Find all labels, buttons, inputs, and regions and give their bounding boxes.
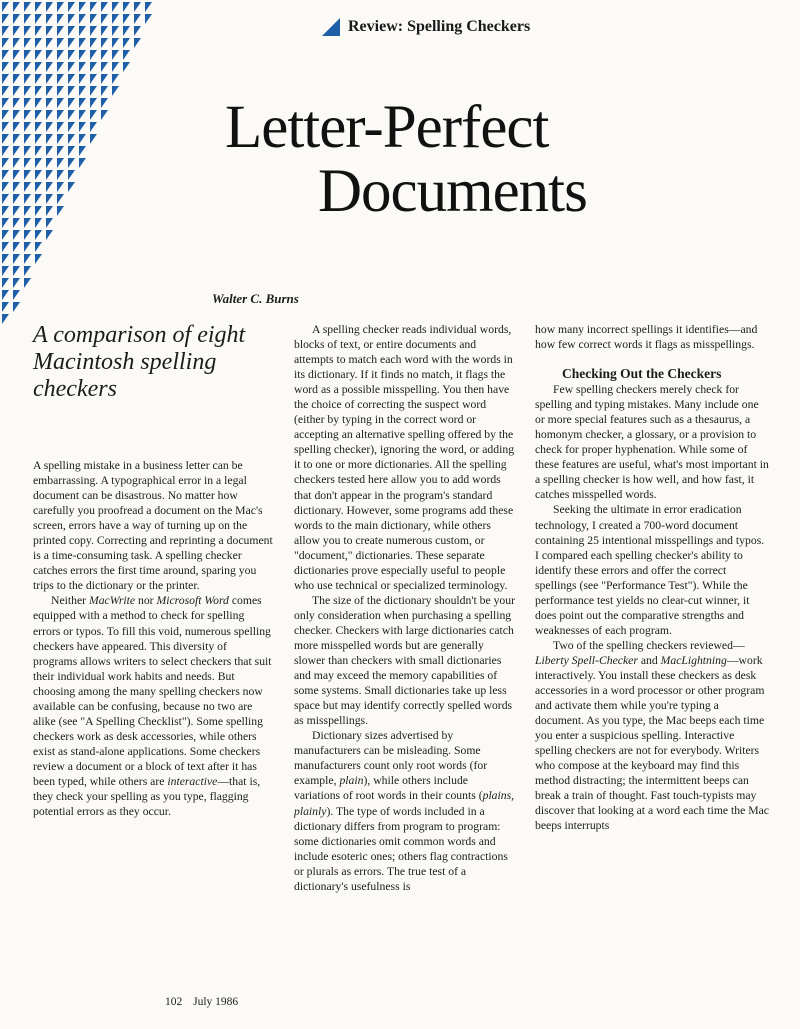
kicker-text: Review: Spelling Checkers [348, 18, 531, 35]
article-deck: A comparison of eight Macintosh spelling checkers [33, 322, 246, 402]
paragraph: Dictionary sizes advertised by manufacturers can be misleading. Some manufacturers count only root words (for example, plain), while others include variations of root words in their counts (plains, plainly). The type of words included in a dictionary differs from program to program: some dictionaries omit common words and include esoteric ones; others flag contractions or plurals as errors. The true test of a dictionary's usefulness is [294, 729, 515, 893]
decorative-triangle-pattern [0, 0, 170, 330]
paragraph: The size of the dictionary shouldn't be your only consideration when purchasing a spelling checker. Checkers with large dictionaries catch more misspelled words but are generally slower than checkers with small dictionaries and may exceed the memory capabilities of some systems. Small dictionaries take up less space but may identify correctly spelled words as misspellings. [294, 593, 516, 728]
title-line-2: Documents [318, 157, 587, 225]
page-number: 102 [165, 996, 183, 1008]
paragraph: A spelling mistake in a business letter can be embarrassing. A typographical error in a legal document can be disastrous. No matter how carefully you proofread a document on the Mac's screen, errors have a way of turning up on the printed copy. Correcting and reprinting a document is a time-consuming task. A spelling checker catches errors the first time around, sparing you trips to the dictionary or the printer. [33, 459, 273, 593]
paragraph: A spelling checker reads individual words, blocks of text, or entire documents and attempts to match each word with the words in its dictionary. If it finds no match, it flags the word as a possible misspelling. You then have the choice of correcting the suspect word (either by typing in the correct word or accepting an alternative spelling offered by the spelling checker), ignoring the word, or adding it to one or more dictionaries. All the spelling checkers tested here allow you to add words that don't appear in the program's standard dictionary. However, some programs add these words to the main dictionary, while others allow you to create numerous custom, or "document," dictionaries. These separate dictionaries prove especially useful to people who use technical or specialized terminology. [294, 323, 515, 592]
section-kicker [322, 18, 530, 36]
paragraph: Seeking the ultimate in error eradication technology, I created a 700-word document containing 25 intentional misspellings and typos. I compared each spelling checker's ability to identify these errors and offer the correct spellings (see "Performance Test"). While the performance test yields no clear-cut winner, it does point out the comparative strengths and weaknesses of each program. [535, 503, 765, 637]
paragraph: Few spelling checkers merely check for spelling and typing mistakes. Many include one or more special features such as a thesaurus, a homonym checker, a glossary, or a provision to check for proper hyphenation. While some of these features are useful, what's most important in a spelling checker is how well, and how fast, it catches misspelled words. [535, 383, 769, 502]
text-column-1 [33, 458, 273, 819]
article-title [215, 93, 775, 225]
paragraph: Neither MacWrite nor Microsoft Word comes equipped with a method to check for spelling errors or typos. To fill this void, numerous spelling checkers have appeared. This diversity of programs allows writers to select checkers that suit their individual work habits and needs. But choosing among the many spelling checkers now available can be confusing, because no two are alike (see "A Spelling Checklist"). Some spelling checkers work as desk accessories, while others exist as stand-alone applications. Some checkers review a document or a block of text after it has been typed, while others are interactive—that is, they check your spelling as you type, flagging potential errors as they occur. [33, 594, 272, 819]
title-line-1: Letter-Perfect [225, 93, 549, 161]
text-column-3 [535, 322, 769, 834]
triangle-icon [322, 18, 340, 36]
section-heading: Checking Out the Checkers [562, 366, 722, 382]
paragraph: how many incorrect spellings it identifies—and how few correct words it flags as misspellings. [535, 323, 758, 352]
issue-date: July 1986 [193, 996, 239, 1008]
text-column-2 [294, 322, 516, 894]
paragraph: Two of the spelling checkers reviewed—Liberty Spell-Checker and MacLightning—work interactively. You install these checkers as desk accessories in a word processor or other program and activate them while you're typing a document. As you type, the Mac beeps each time you enter a suspicious spelling. Interactive spelling checkers are not for everybody. Writers who compose at the keyboard may find this method distracting; the intermittent beeps can break a train of thought. Fast touch-typists may discover that looking at a word each time the Mac beeps interrupts [535, 638, 769, 833]
page-folio [165, 996, 238, 1008]
author-byline: Walter C. Burns [212, 291, 299, 306]
